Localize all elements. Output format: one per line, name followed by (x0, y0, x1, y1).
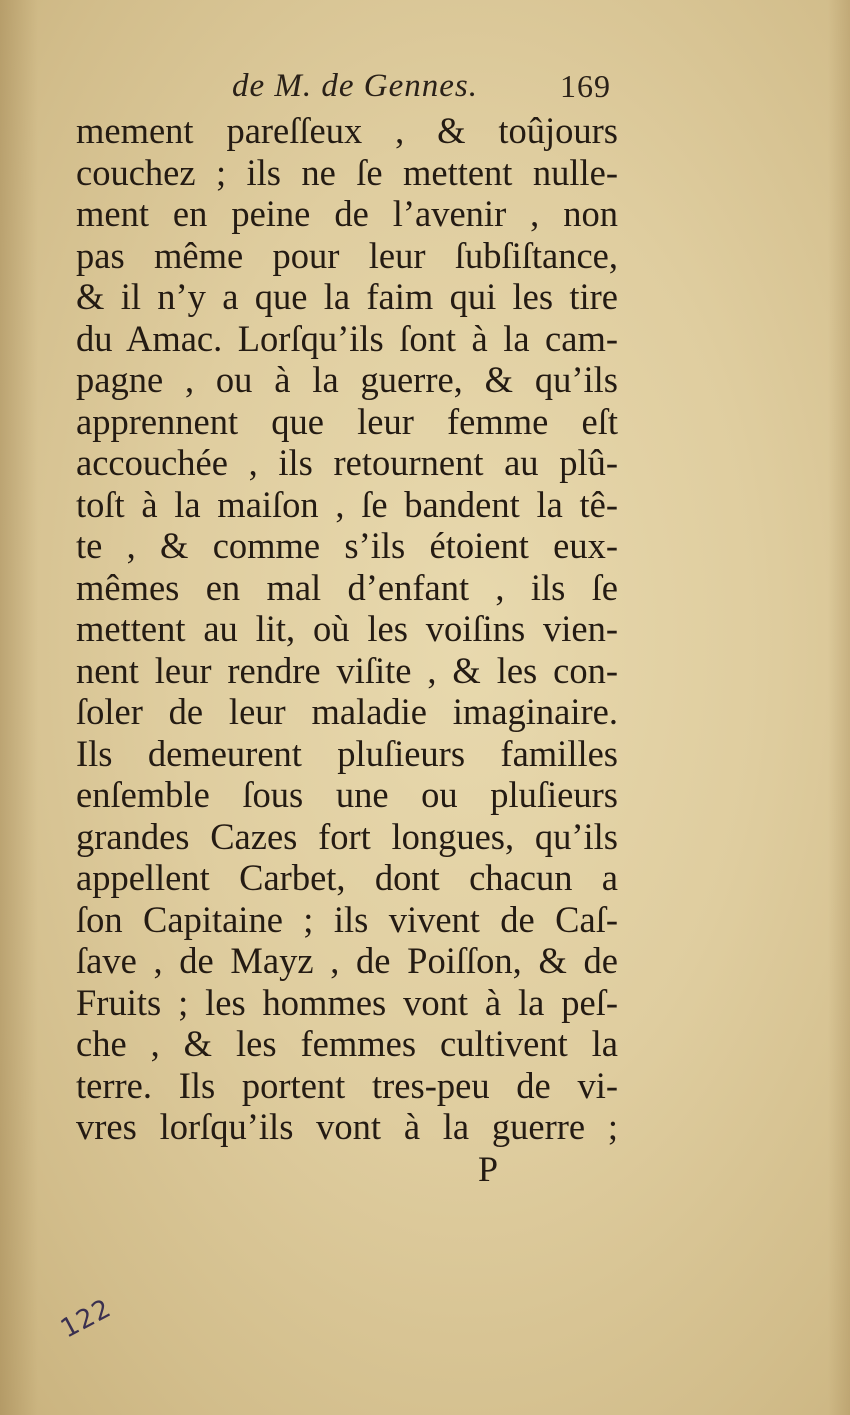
text-line: toſt à la maiſon , ſe bandent la tê- (76, 483, 618, 525)
text-line: ſave , de Mayz , de Poiſſon, & de (76, 940, 618, 981)
running-head-title: de M. de Gennes. (232, 68, 479, 104)
text-line: mettent au lit, où les voiſins vien- (76, 608, 618, 649)
text-line: mement pareſſeux , & toûjours (76, 110, 618, 151)
text-line: apprennent que leur femme eſt (76, 400, 618, 442)
text-line: enſemble ſous une ou pluſieurs (76, 774, 618, 815)
text-line: du Amac. Lorſqu’ils ſont à la cam- (76, 317, 618, 359)
text-line: grandes Cazes fort longues, qu’ils (76, 815, 618, 857)
text-line: pas même pour leur ſubſiſtance, (76, 234, 618, 276)
text-line: vres lorſqu’ils vont à la guerre ; (76, 1106, 618, 1147)
text-line: che , & les femmes cultivent la (76, 1023, 618, 1064)
text-line: accouchée , ils retournent au plû- (76, 442, 618, 483)
page-number: 169 (560, 68, 611, 104)
text-line: ſon Capitaine ; ils vivent de Caſ- (76, 898, 618, 940)
body-text (76, 110, 618, 1148)
text-line: & il n’y a que la faim qui les tire (76, 276, 618, 317)
text-line: terre. Ils portent tres-peu de vi- (76, 1064, 618, 1106)
text-line: ment en peine de l’avenir , non (76, 193, 618, 234)
handwritten-margin-note: 122 (56, 1293, 117, 1345)
text-line: Fruits ; les hommes vont à la peſ- (76, 981, 618, 1023)
signature-mark: P (478, 1149, 499, 1189)
running-head (0, 68, 850, 112)
text-line: appellent Carbet, dont chacun a (76, 857, 618, 898)
text-line: nent leur rendre viſite , & les con- (76, 649, 618, 691)
text-line: Ils demeurent pluſieurs familles (76, 732, 618, 774)
text-line: couchez ; ils ne ſe mettent nulle- (76, 151, 618, 193)
text-line: pagne , ou à la guerre, & qu’ils (76, 359, 618, 400)
text-line: mêmes en mal d’enfant , ils ſe (76, 566, 618, 608)
text-line: te , & comme s’ils étoient eux- (76, 525, 618, 566)
text-line: ſoler de leur maladie imaginaire. (76, 691, 618, 732)
